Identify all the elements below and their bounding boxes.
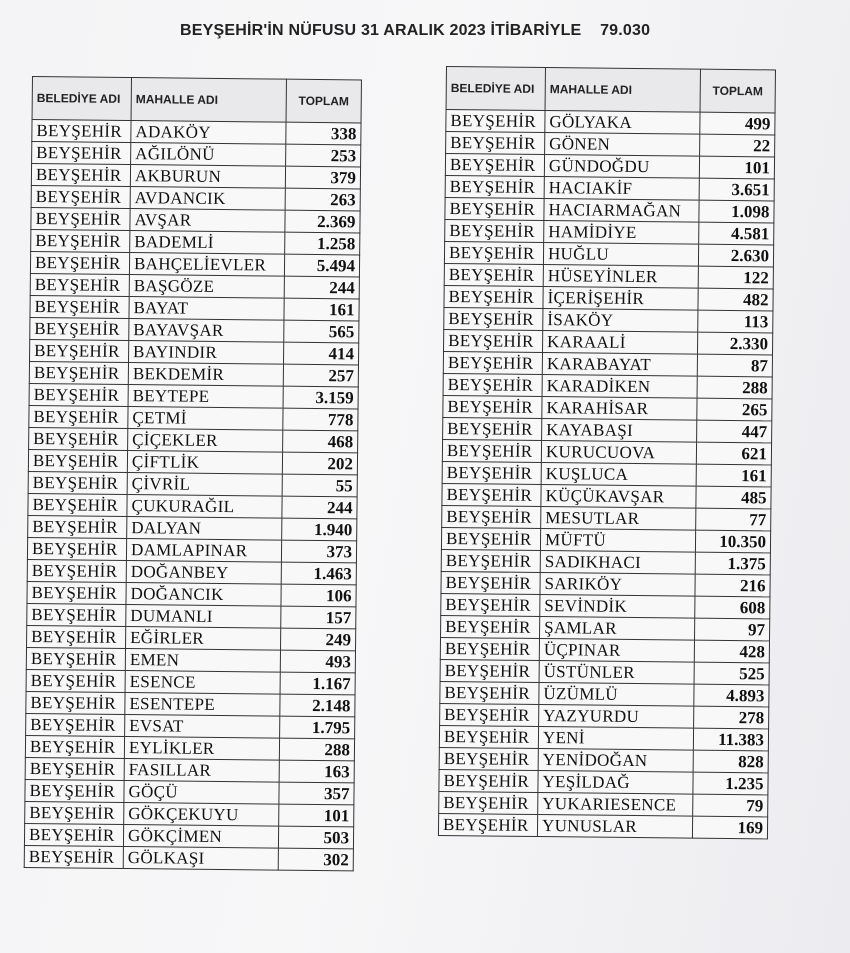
cell-belediye: BEYŞEHİR [444,263,543,286]
cell-belediye: BEYŞEHİR [446,110,545,133]
cell-toplam: 263 [285,188,360,211]
cell-mahalle: GÖÇÜ [124,781,279,805]
table-row [30,295,359,320]
cell-toplam: 828 [693,750,768,773]
cell-belediye: BEYŞEHİR [29,361,128,384]
table-row [27,537,356,562]
cell-mahalle: BAYAT [129,297,284,321]
cell-mahalle: GÖLKAŞI [123,846,278,870]
cell-toplam: 1.463 [281,562,356,585]
cell-mahalle: ÇİÇEKLER [128,429,283,453]
cell-mahalle: KARADİKEN [542,375,697,399]
cell-mahalle: SADIKHACI [540,551,695,575]
table-row [31,229,360,254]
cell-belediye: BEYŞEHİR [32,120,131,143]
cell-belediye: BEYŞEHİR [25,735,124,758]
cell-toplam: 101 [699,156,774,179]
cell-mahalle: GÖKÇİMEN [123,825,278,849]
header-belediye: BELEDİYE ADI [32,77,131,121]
cell-belediye: BEYŞEHİR [442,461,541,484]
cell-mahalle: DALYAN [127,517,282,541]
cell-belediye: BEYŞEHİR [441,527,540,550]
cell-mahalle: EMEN [125,649,280,673]
cell-mahalle: GÖLYAKA [545,111,700,135]
table-row [444,241,773,266]
table-row [30,273,359,298]
cell-toplam: 288 [279,738,354,761]
cell-belediye: BEYŞEHİR [444,307,543,330]
cell-belediye: BEYŞEHİR [442,505,541,528]
table-row [442,439,771,464]
cell-toplam: 5.494 [284,254,359,277]
cell-toplam: 373 [281,540,356,563]
cell-toplam: 2.369 [285,210,360,233]
total-population: 79.030 [600,22,651,39]
cell-toplam: 249 [281,628,356,651]
cell-toplam: 106 [281,584,356,607]
table-row [440,681,769,706]
cell-mahalle: ŞAMLAR [540,617,695,641]
table-row [444,329,773,354]
table-row [442,461,771,486]
cell-mahalle: AVŞAR [130,209,285,233]
cell-toplam: 447 [697,420,772,443]
table-row [446,132,775,157]
cell-belediye: BEYŞEHİR [26,691,125,714]
cell-belediye: BEYŞEHİR [445,154,544,177]
table-row [445,175,774,200]
cell-toplam: 525 [694,662,769,685]
cell-belediye: BEYŞEHİR [445,175,544,198]
cell-toplam: 4.581 [699,222,774,245]
header-mahalle: MAHALLE ADI [545,68,700,113]
cell-mahalle: DOĞANBEY [126,561,281,585]
table-row [32,120,361,145]
cell-belediye: BEYŞEHİR [441,571,540,594]
cell-toplam: 503 [278,826,353,849]
table-row [440,703,769,728]
cell-belediye: BEYŞEHİR [440,659,539,682]
cell-belediye: BEYŞEHİR [31,207,130,230]
cell-toplam: 244 [284,276,359,299]
cell-toplam: 1.098 [699,200,774,223]
cell-toplam: 163 [279,760,354,783]
table-row [30,339,359,364]
table-row [439,769,768,794]
cell-mahalle: ÜSTÜNLER [539,661,694,685]
cell-toplam: 157 [281,606,356,629]
cell-belediye: BEYŞEHİR [27,603,126,626]
header-mahalle: MAHALLE ADI [131,78,286,123]
cell-toplam: 22 [700,134,775,157]
cell-toplam: 2.148 [280,694,355,717]
cell-belediye: BEYŞEHİR [29,405,128,428]
table-row [27,581,356,606]
table-row [25,757,354,782]
table-row [25,801,354,826]
cell-mahalle: YUNUSLAR [537,815,692,839]
cell-belediye: BEYŞEHİR [31,185,130,208]
cell-toplam: 493 [280,650,355,673]
cell-belediye: BEYŞEHİR [27,537,126,560]
cell-mahalle: KUŞLUCA [541,463,696,487]
cell-belediye: BEYŞEHİR [25,801,124,824]
cell-mahalle: KURUCUOVA [541,441,696,465]
table-row [441,615,770,640]
cell-belediye: BEYŞEHİR [26,713,125,736]
cell-belediye: BEYŞEHİR [30,295,129,318]
cell-mahalle: HAMİDİYE [544,221,699,245]
table-body-left [24,120,361,871]
cell-mahalle: HUĞLU [543,243,698,267]
cell-toplam: 565 [284,320,359,343]
cell-toplam: 3.159 [283,386,358,409]
table-row [28,515,357,540]
cell-mahalle: KÜÇÜKAVŞAR [541,485,696,509]
cell-mahalle: GÜNDOĞDU [544,155,699,179]
table-row [439,725,768,750]
cell-mahalle: BAYINDIR [129,341,284,365]
cell-belediye: BEYŞEHİR [440,681,539,704]
cell-belediye: BEYŞEHİR [26,669,125,692]
table-row [442,505,771,530]
cell-mahalle: EĞİRLER [126,627,281,651]
cell-belediye: BEYŞEHİR [32,142,131,165]
cell-toplam: 288 [697,376,772,399]
cell-belediye: BEYŞEHİR [441,549,540,572]
cell-toplam: 161 [696,464,771,487]
page-title [180,22,740,40]
cell-mahalle: BAŞGÖZE [129,275,284,299]
cell-toplam: 3.651 [699,178,774,201]
table-row [25,735,354,760]
table-row [441,549,770,574]
cell-mahalle: FASILLAR [124,759,279,783]
cell-belediye: BEYŞEHİR [27,625,126,648]
cell-belediye: BEYŞEHİR [30,317,129,340]
table-row [443,373,772,398]
cell-toplam: 202 [282,452,357,475]
cell-belediye: BEYŞEHİR [439,747,538,770]
table-row [441,571,770,596]
cell-mahalle: DAMLAPINAR [126,539,281,563]
table-row [442,483,771,508]
table-row [26,647,355,672]
table-body-right [438,110,775,839]
cell-toplam: 244 [282,496,357,519]
cell-mahalle: ÇİVRİL [127,473,282,497]
cell-mahalle: YENİDOĞAN [538,749,693,773]
cell-toplam: 278 [694,706,769,729]
cell-mahalle: ESENTEPE [125,693,280,717]
cell-toplam: 621 [696,442,771,465]
cell-belediye: BEYŞEHİR [28,449,127,472]
cell-belediye: BEYŞEHİR [445,197,544,220]
cell-mahalle: KAYABAŞI [542,419,697,443]
table-row [30,251,359,276]
cell-mahalle: BEYTEPE [128,385,283,409]
cell-mahalle: ESENCE [125,671,280,695]
cell-mahalle: İÇERİŞEHİR [543,287,698,311]
table-row [27,559,356,584]
table-row [445,197,774,222]
cell-toplam: 608 [695,596,770,619]
cell-belediye: BEYŞEHİR [443,395,542,418]
cell-mahalle: EYLİKLER [124,737,279,761]
cell-belediye: BEYŞEHİR [438,813,537,836]
cell-belediye: BEYŞEHİR [445,219,544,242]
cell-toplam: 77 [696,508,771,531]
table-row [28,493,357,518]
cell-mahalle: YENİ [538,727,693,751]
cell-belediye: BEYŞEHİR [30,339,129,362]
cell-belediye: BEYŞEHİR [24,823,123,846]
table-row [27,625,356,650]
cell-toplam: 485 [696,486,771,509]
table-row [29,361,358,386]
table-row [444,285,773,310]
cell-toplam: 10.350 [695,530,770,553]
cell-mahalle: ÜZÜMLÜ [539,683,694,707]
cell-belediye: BEYŞEHİR [29,427,128,450]
cell-toplam: 499 [700,112,775,135]
cell-mahalle: ÇİFTLİK [127,451,282,475]
cell-belediye: BEYŞEHİR [30,251,129,274]
cell-mahalle: İSAKÖY [543,309,698,333]
cell-toplam: 216 [695,574,770,597]
table-row [440,637,769,662]
cell-mahalle: BAYAVŞAR [129,319,284,343]
cell-belediye: BEYŞEHİR [439,769,538,792]
cell-belediye: BEYŞEHİR [28,471,127,494]
cell-mahalle: GÖNEN [545,133,700,157]
cell-belediye: BEYŞEHİR [446,132,545,155]
cell-belediye: BEYŞEHİR [441,615,540,638]
cell-toplam: 11.383 [693,728,768,751]
cell-belediye: BEYŞEHİR [444,285,543,308]
cell-mahalle: BEKDEMİR [128,363,283,387]
cell-mahalle: GÖKÇEKUYU [124,803,279,827]
table-row [443,395,772,420]
cell-belediye: BEYŞEHİR [29,383,128,406]
cell-belediye: BEYŞEHİR [24,845,123,868]
table-row [445,219,774,244]
table-row [27,603,356,628]
cell-mahalle: BAHÇELİEVLER [129,253,284,277]
cell-mahalle: AĞILÖNÜ [131,143,286,167]
table-row [31,207,360,232]
cell-belediye: BEYŞEHİR [25,779,124,802]
cell-toplam: 257 [283,364,358,387]
cell-toplam: 2.330 [697,332,772,355]
cell-toplam: 87 [697,354,772,377]
cell-mahalle: MÜFTÜ [540,529,695,553]
table-row [28,449,357,474]
cell-toplam: 1.167 [280,672,355,695]
cell-toplam: 468 [283,430,358,453]
cell-toplam: 161 [284,298,359,321]
cell-mahalle: ÇETMİ [128,407,283,431]
cell-toplam: 101 [279,804,354,827]
cell-toplam: 113 [698,310,773,333]
cell-belediye: BEYŞEHİR [31,164,130,187]
cell-mahalle: KARABAYAT [542,353,697,377]
table-row [31,164,360,189]
cell-toplam: 302 [278,848,353,871]
table-row [444,263,773,288]
header-toplam: TOPLAM [286,79,361,123]
cell-belediye: BEYŞEHİR [444,241,543,264]
cell-mahalle: SARIKÖY [540,573,695,597]
table-row [438,813,767,838]
table-row [32,142,361,167]
table-row [29,427,358,452]
cell-mahalle: BADEMLİ [130,231,285,255]
cell-toplam: 1.258 [285,232,360,255]
table-row [443,417,772,442]
cell-toplam: 1.940 [282,518,357,541]
cell-belediye: BEYŞEHİR [443,351,542,374]
cell-toplam: 357 [279,782,354,805]
cell-belediye: BEYŞEHİR [25,757,124,780]
cell-toplam: 482 [698,288,773,311]
cell-mahalle: KARAALİ [543,331,698,355]
table-row [26,669,355,694]
table-row [28,471,357,496]
cell-mahalle: SEVİNDİK [540,595,695,619]
table-row [440,659,769,684]
cell-mahalle: YUKARIESENCE [538,793,693,817]
cell-mahalle: AKBURUN [130,165,285,189]
cell-toplam: 1.375 [695,552,770,575]
cell-belediye: BEYŞEHİR [31,229,130,252]
cell-toplam: 414 [283,342,358,365]
cell-belediye: BEYŞEHİR [440,637,539,660]
table-row [441,593,770,618]
cell-mahalle: ADAKÖY [131,121,286,145]
cell-belediye: BEYŞEHİR [27,581,126,604]
cell-mahalle: KARAHİSAR [542,397,697,421]
cell-mahalle: YEŞİLDAĞ [538,771,693,795]
table-header-row [446,67,775,113]
cell-mahalle: ÇUKURAĞIL [127,495,282,519]
table-row [24,823,353,848]
cell-belediye: BEYŞEHİR [442,483,541,506]
table-row [446,110,775,135]
cell-belediye: BEYŞEHİR [439,791,538,814]
cell-toplam: 338 [286,122,361,145]
cell-mahalle: HACIAKİF [544,177,699,201]
cell-mahalle: HÜSEYİNLER [543,265,698,289]
cell-mahalle: DOĞANCIK [126,583,281,607]
cell-belediye: BEYŞEHİR [28,515,127,538]
cell-belediye: BEYŞEHİR [30,273,129,296]
table-row [24,845,353,870]
cell-toplam: 1.795 [280,716,355,739]
cell-toplam: 1.235 [693,772,768,795]
cell-belediye: BEYŞEHİR [441,593,540,616]
cell-mahalle: DUMANLI [126,605,281,629]
table-row [30,317,359,342]
cell-toplam: 4.893 [694,684,769,707]
cell-toplam: 428 [694,640,769,663]
table-row [439,791,768,816]
cell-mahalle: AVDANCIK [130,187,285,211]
table-row [25,779,354,804]
cell-toplam: 2.630 [698,244,773,267]
cell-mahalle: HACIARMAĞAN [544,199,699,223]
cell-toplam: 778 [283,408,358,431]
cell-toplam: 265 [697,398,772,421]
cell-belediye: BEYŞEHİR [439,725,538,748]
cell-toplam: 97 [695,618,770,641]
cell-toplam: 253 [286,144,361,167]
table-row [439,747,768,772]
cell-mahalle: YAZYURDU [539,705,694,729]
header-toplam: TOPLAM [700,69,775,113]
cell-mahalle: MESUTLAR [541,507,696,531]
table-row [26,691,355,716]
cell-toplam: 55 [282,474,357,497]
cell-mahalle: EVSAT [125,715,280,739]
cell-toplam: 79 [693,794,768,817]
population-table-left [24,76,362,871]
table-row [26,713,355,738]
cell-mahalle: ÜÇPINAR [539,639,694,663]
cell-belediye: BEYŞEHİR [26,647,125,670]
title-text: BEYŞEHİR'İN NÜFUSU 31 ARALIK 2023 İTİBARİYLE [180,22,582,39]
cell-belediye: BEYŞEHİR [444,329,543,352]
table-header-row [32,77,361,123]
header-belediye: BELEDİYE ADI [446,67,545,111]
cell-belediye: BEYŞEHİR [28,493,127,516]
table-row [445,154,774,179]
cell-belediye: BEYŞEHİR [440,703,539,726]
cell-belediye: BEYŞEHİR [443,417,542,440]
cell-toplam: 169 [692,816,767,839]
table-row [31,185,360,210]
cell-belediye: BEYŞEHİR [443,373,542,396]
population-table-right [438,66,776,839]
table-row [443,351,772,376]
cell-toplam: 379 [285,166,360,189]
cell-toplam: 122 [698,266,773,289]
cell-belediye: BEYŞEHİR [27,559,126,582]
table-row [29,405,358,430]
table-row [441,527,770,552]
cell-belediye: BEYŞEHİR [442,439,541,462]
table-row [29,383,358,408]
table-row [444,307,773,332]
